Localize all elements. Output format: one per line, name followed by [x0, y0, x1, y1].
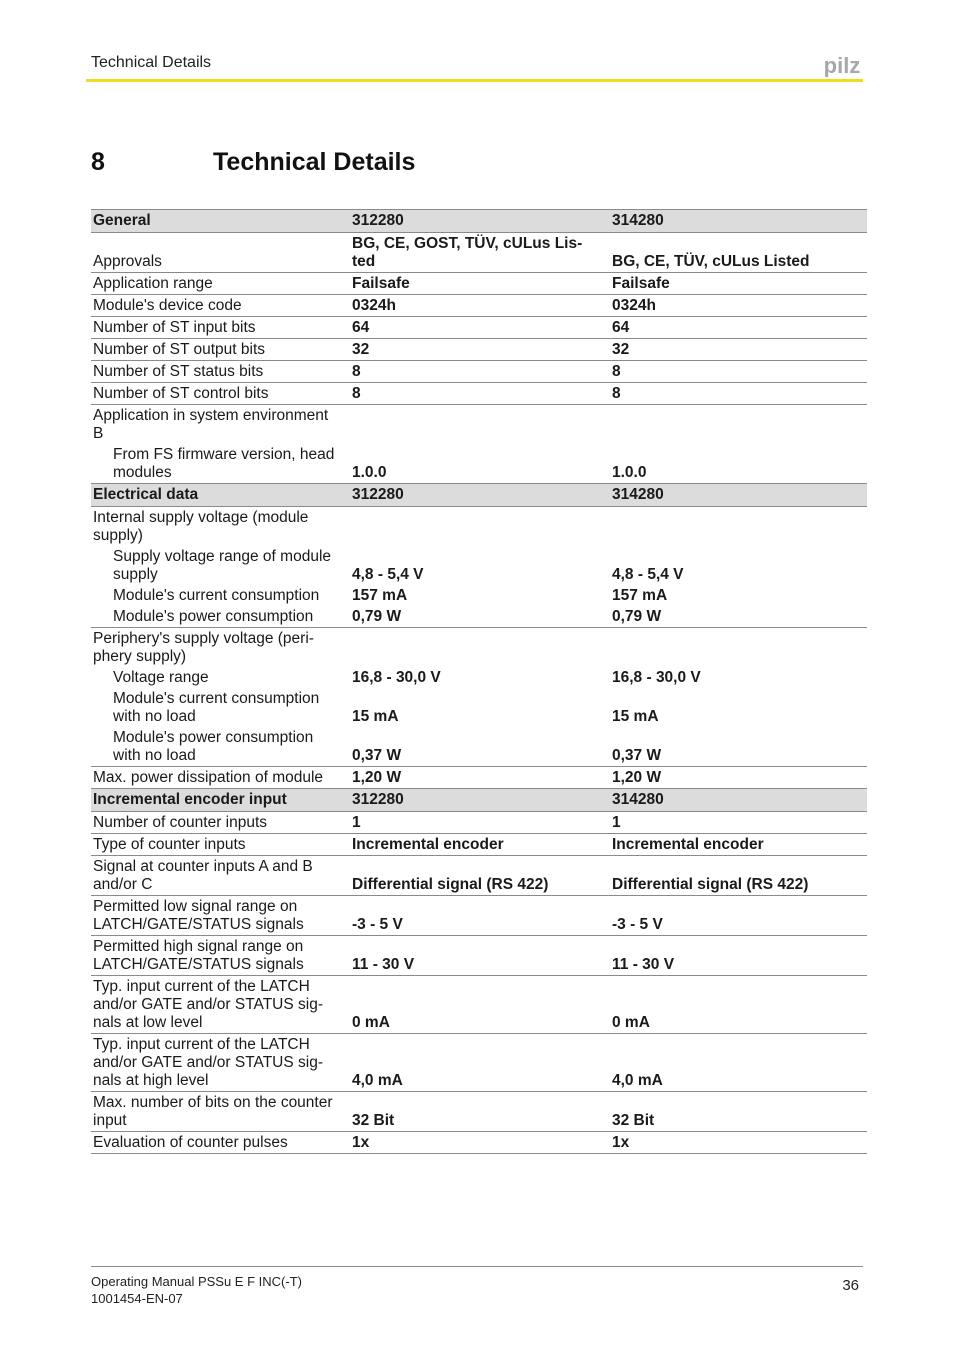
value-312280: 1.0.0 [348, 444, 608, 484]
value-312280: 0 mA [348, 976, 608, 1034]
value-312280: 312280 [348, 484, 608, 507]
value-312280: 1 [348, 812, 608, 834]
value-314280: 1,20 W [608, 767, 867, 789]
row-label: Typ. input current of the LATCH and/or GATE and/or STATUS sig- nals at low level [91, 976, 348, 1034]
value-314280: 0,37 W [608, 727, 867, 767]
value-312280: 157 mA [352, 587, 408, 604]
table-row [91, 936, 867, 976]
value-312280: 312280 [348, 789, 608, 812]
row-label: Application range [91, 273, 348, 295]
value-312280: 8 [348, 361, 608, 383]
value-312280 [348, 507, 608, 547]
row-label: Module's device code [91, 295, 348, 317]
row-label: Application in system environment B [93, 407, 329, 442]
value-312280: BG, CE, GOST, TÜV, cULus Lis- ted [348, 233, 608, 273]
value-312280: 1,20 W [348, 767, 608, 789]
row-label: Module's current consumption with no load [113, 690, 320, 725]
row-label: From FS firmware version, head modules [91, 444, 348, 484]
value-314280: 314280 [608, 789, 867, 812]
value-314280: Failsafe [608, 273, 867, 295]
value-314280: 8 [608, 383, 867, 405]
value-314280: 64 [608, 317, 867, 339]
table-row [91, 727, 867, 767]
value-312280: 0,37 W [348, 727, 608, 767]
value-312280: 4,8 - 5,4 V [352, 566, 424, 583]
value-312280: Differential signal (RS 422) [348, 856, 608, 896]
value-312280: Incremental encoder [348, 834, 608, 856]
value-314280: -3 - 5 V [608, 896, 867, 936]
value-314280: 1.0.0 [608, 444, 867, 484]
table-row [91, 507, 867, 547]
value-312280: 11 - 30 V [348, 936, 608, 976]
value-314280: BG, CE, TÜV, cULus Listed [608, 233, 867, 273]
row-label: Supply voltage range of module supply [113, 548, 332, 583]
row-label: Type of counter inputs [91, 834, 348, 856]
table-row [91, 1034, 867, 1092]
value-314280: Incremental encoder [608, 834, 867, 856]
row-label: Typ. input current of the LATCH and/or GATE and/or STATUS sig- nals at high level [91, 1034, 348, 1092]
value-314280 [608, 628, 867, 668]
value-314280: 314280 [608, 210, 867, 233]
header-title: Technical Details [91, 54, 212, 71]
value-314280: Differential signal (RS 422) [608, 856, 867, 896]
row-label: Periphery's supply voltage (peri- phery supply) [93, 630, 314, 665]
table-row [91, 585, 867, 606]
value-312280: 312280 [348, 210, 608, 233]
value-314280: 0,79 W [608, 606, 867, 628]
value-312280: Failsafe [348, 273, 608, 295]
table-row [91, 233, 867, 273]
value-312280: 15 mA [352, 708, 399, 725]
row-label: Number of counter inputs [91, 812, 348, 834]
value-314280 [608, 507, 867, 547]
value-312280: 0,79 W [348, 606, 608, 628]
pilz-logo [821, 53, 863, 77]
value-312280: 8 [348, 383, 608, 405]
value-312280: 1x [348, 1132, 608, 1154]
value-314280: 32 Bit [608, 1092, 867, 1132]
table-row [91, 856, 867, 896]
table-row [91, 767, 867, 789]
value-314280: 8 [608, 361, 867, 383]
row-label: Internal supply voltage (module supply) [93, 509, 309, 544]
value-314280: 4,8 - 5,4 V [612, 566, 684, 583]
row-label: Permitted low signal range on LATCH/GATE/STATUS signals [91, 896, 348, 936]
row-label: Evaluation of counter pulses [91, 1132, 348, 1154]
table-row [91, 976, 867, 1034]
row-label: Module's power consumption with no load [91, 727, 348, 767]
table-row [91, 295, 867, 317]
technical-details-table [91, 209, 867, 1154]
value-314280: 0324h [608, 295, 867, 317]
table-row [91, 273, 867, 295]
value-314280: 0 mA [608, 976, 867, 1034]
table-row [91, 383, 867, 405]
header-rule [86, 79, 863, 82]
chapter-title: Technical Details [213, 148, 416, 176]
table-row [91, 1092, 867, 1132]
table-row [91, 339, 867, 361]
table-row [91, 444, 867, 484]
section-header-row [91, 789, 867, 812]
value-314280: 157 mA [612, 587, 668, 604]
chapter-number: 8 [91, 148, 105, 176]
value-312280: 16,8 - 30,0 V [352, 669, 441, 686]
row-label: Number of ST status bits [91, 361, 348, 383]
value-314280: 15 mA [612, 708, 659, 725]
row-label: Number of ST control bits [91, 383, 348, 405]
row-label: Incremental encoder input [91, 789, 348, 812]
table-row [91, 405, 867, 445]
row-label: Module's power consumption [91, 606, 348, 628]
footer-rule [91, 1266, 863, 1267]
row-label: Electrical data [91, 484, 348, 507]
value-312280: 32 [348, 339, 608, 361]
row-label: Module's current consumption [113, 587, 320, 604]
value-314280 [608, 405, 867, 445]
value-312280: 4,0 mA [348, 1034, 608, 1092]
page-header [91, 53, 863, 79]
table-row [91, 628, 867, 668]
value-314280: 1x [608, 1132, 867, 1154]
table-row [91, 834, 867, 856]
table-row [91, 667, 867, 688]
table-row [91, 546, 867, 585]
row-label: Voltage range [113, 669, 209, 686]
table-row [91, 1132, 867, 1154]
value-312280 [348, 405, 608, 445]
value-314280: 11 - 30 V [608, 936, 867, 976]
row-label: Signal at counter inputs A and B and/or C [91, 856, 348, 896]
value-314280: 4,0 mA [608, 1034, 867, 1092]
row-label: Permitted high signal range on LATCH/GATE/STATUS signals [91, 936, 348, 976]
table-row [91, 688, 867, 727]
section-header-row [91, 210, 867, 233]
row-label: Number of ST output bits [91, 339, 348, 361]
table-row [91, 317, 867, 339]
table-row [91, 812, 867, 834]
row-label: Max. number of bits on the counter input [91, 1092, 348, 1132]
value-312280: 0324h [348, 295, 608, 317]
value-314280: 32 [608, 339, 867, 361]
value-314280: 1 [608, 812, 867, 834]
row-label: Approvals [91, 233, 348, 273]
value-314280: 16,8 - 30,0 V [612, 669, 701, 686]
table-row [91, 606, 867, 628]
footer-info [91, 1273, 302, 1307]
value-312280: 32 Bit [348, 1092, 608, 1132]
table-row [91, 896, 867, 936]
value-312280 [348, 628, 608, 668]
value-312280: -3 - 5 V [348, 896, 608, 936]
section-header-row [91, 484, 867, 507]
row-label: General [91, 210, 348, 233]
row-label: Number of ST input bits [91, 317, 348, 339]
row-label: Max. power dissipation of module [91, 767, 348, 789]
manual-title: Operating Manual PSSu E F INC(-T) [91, 1274, 302, 1289]
table-row [91, 361, 867, 383]
logo-text: pilz [823, 53, 861, 77]
doc-number: 1001454-EN-07 [91, 1291, 183, 1306]
page-number: 36 [842, 1277, 859, 1294]
value-314280: 314280 [608, 484, 867, 507]
value-312280: 64 [348, 317, 608, 339]
